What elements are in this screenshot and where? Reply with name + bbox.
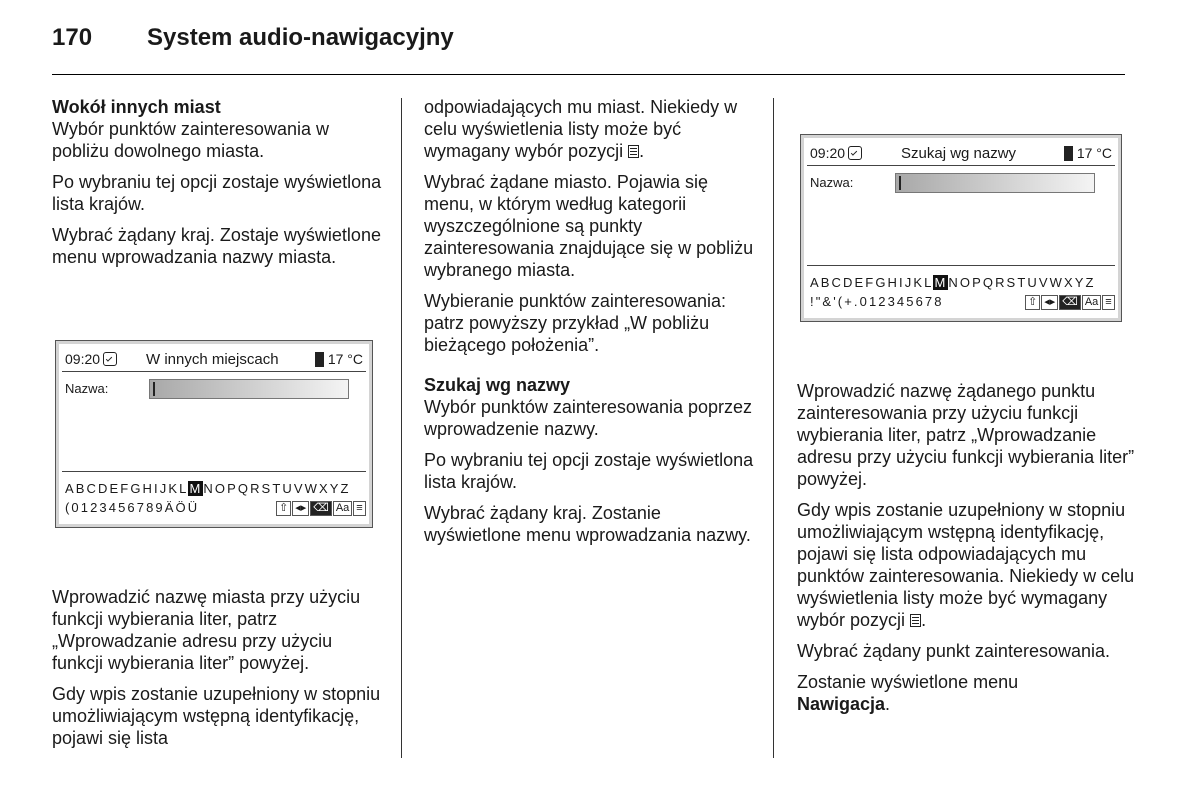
shift-icon[interactable]: ⇧ [1025,295,1040,310]
status-bar [807,140,1115,164]
screen-title: W innych miejscach [146,351,279,368]
cursor-arrows-icon[interactable]: ◂▸ [292,501,309,516]
paragraph: Zostanie wyświetlone menu Nawigacja. [797,672,1019,714]
backspace-icon[interactable]: ⌫ [1059,295,1081,310]
input-controls [275,501,366,516]
column-divider-1 [401,98,402,758]
paragraph: Wybrać żądany kraj. Zostanie wyświetlone menu wprowadzania nazwy. [424,503,751,545]
symbol-row[interactable]: (0123456789ÄÖÜ [65,500,200,515]
case-toggle-icon[interactable]: Aa [333,501,352,516]
list-icon[interactable]: ≡ [1102,295,1114,310]
page-header-title: System audio-nawigacyjny [147,24,454,51]
paragraph: Po wybraniu tej opcji zostaje wyświetlona lista krajów. [52,172,382,214]
divider [807,265,1115,266]
cursor-arrows-icon[interactable]: ◂▸ [1041,295,1058,310]
letter-row[interactable]: ABCDEFGHIJKLMNOPQRSTUVWXYZ [810,275,1096,290]
section-heading-other-cities: Wokół innych miast [52,97,221,117]
symbol-row[interactable]: !"&'(+.012345678 [810,294,944,309]
column-3 [797,380,1137,724]
thermometer-icon [1064,146,1073,161]
name-label: Nazwa: [810,175,854,190]
clock-time: 09:20 [65,351,117,367]
temperature: 17 °C [315,351,363,367]
column-1 [52,96,382,277]
divider [807,165,1115,166]
clock-time: 09:20 [810,145,862,161]
page-number: 170 [52,24,93,51]
column-divider-2 [773,98,774,758]
selected-letter[interactable]: M [189,481,203,496]
paragraph: Wprowadzić nazwę miasta przy użyciu funkcji wybierania liter, patrz „Wprowadzanie adresu przy użyciu funkcji wybierania liter” powyżej. [52,587,361,673]
paragraph: Wybrać żądany punkt zainteresowania. [797,641,1111,661]
paragraph: Wprowadzić nazwę żądanego punktu zainteresowania przy użyciu funkcji wybierania liter, patrz „Wprowadzanie adresu przy użyciu funkcji wybierania liter” powyżej. [797,381,1135,489]
name-input[interactable] [895,173,1095,193]
shift-icon[interactable]: ⇧ [276,501,291,516]
paragraph: Wybrać żądane miasto. Pojawia się menu, w którym według kategorii wyszczególnione są punkty zainteresowania znajdujące się w pobliżu wybranego miasta. [424,172,754,280]
column-2 [424,96,759,555]
name-input[interactable] [149,379,349,399]
list-icon [628,145,639,158]
paragraph: odpowiadających mu miast. Niekiedy w celu wyświetlenia listy może być wymagany wybór pozycji . [424,97,738,161]
paragraph: Wybrać żądany kraj. Zostaje wyświetlone menu wprowadzania nazwy miasta. [52,225,381,267]
divider [62,371,366,372]
clock-icon [103,352,117,366]
menu-name-navigation: Nawigacja [797,694,886,714]
paragraph: Gdy wpis zostanie uzupełniony w stopniu umożliwiającym wstępną identyfikację, pojawi się lista odpowiadających mu punktów zainteresowania. Niekiedy w celu wyświetlenia listy może być wymagany wybór pozycji . [797,500,1135,630]
list-icon [910,614,921,627]
divider [62,471,366,472]
name-label: Nazwa: [65,381,109,396]
paragraph: Gdy wpis zostanie uzupełniony w stopniu umożliwiającym wstępną identyfikację, pojawi się lista [52,684,381,748]
header-rule [52,74,1125,75]
section-heading-search-by-name: Szukaj wg nazwy [424,375,571,395]
screen-search-by-name [800,134,1122,322]
clock-icon [848,146,862,160]
selected-letter[interactable]: M [934,275,948,290]
screen-other-cities [55,340,373,528]
letter-row[interactable]: ABCDEFGHIJKLMNOPQRSTUVWXYZ [65,481,351,496]
list-icon[interactable]: ≡ [353,501,365,516]
input-controls [1024,295,1115,310]
case-toggle-icon[interactable]: Aa [1082,295,1101,310]
backspace-icon[interactable]: ⌫ [310,501,332,516]
screen-title: Szukaj wg nazwy [901,145,1017,162]
paragraph: Wybór punktów zainteresowania w pobliżu dowolnego miasta. [52,119,329,161]
column-1-continued [52,586,382,758]
temperature: 17 °C [1064,145,1112,161]
paragraph: Po wybraniu tej opcji zostaje wyświetlona lista krajów. [424,450,754,492]
status-bar [62,346,366,370]
paragraph: Wybieranie punktów zainteresowania: patrz powyższy przykład „W pobliżu bieżącego położenia”. [424,291,727,355]
paragraph: Wybór punktów zainteresowania poprzez wprowadzenie nazwy. [424,397,753,439]
thermometer-icon [315,352,324,367]
